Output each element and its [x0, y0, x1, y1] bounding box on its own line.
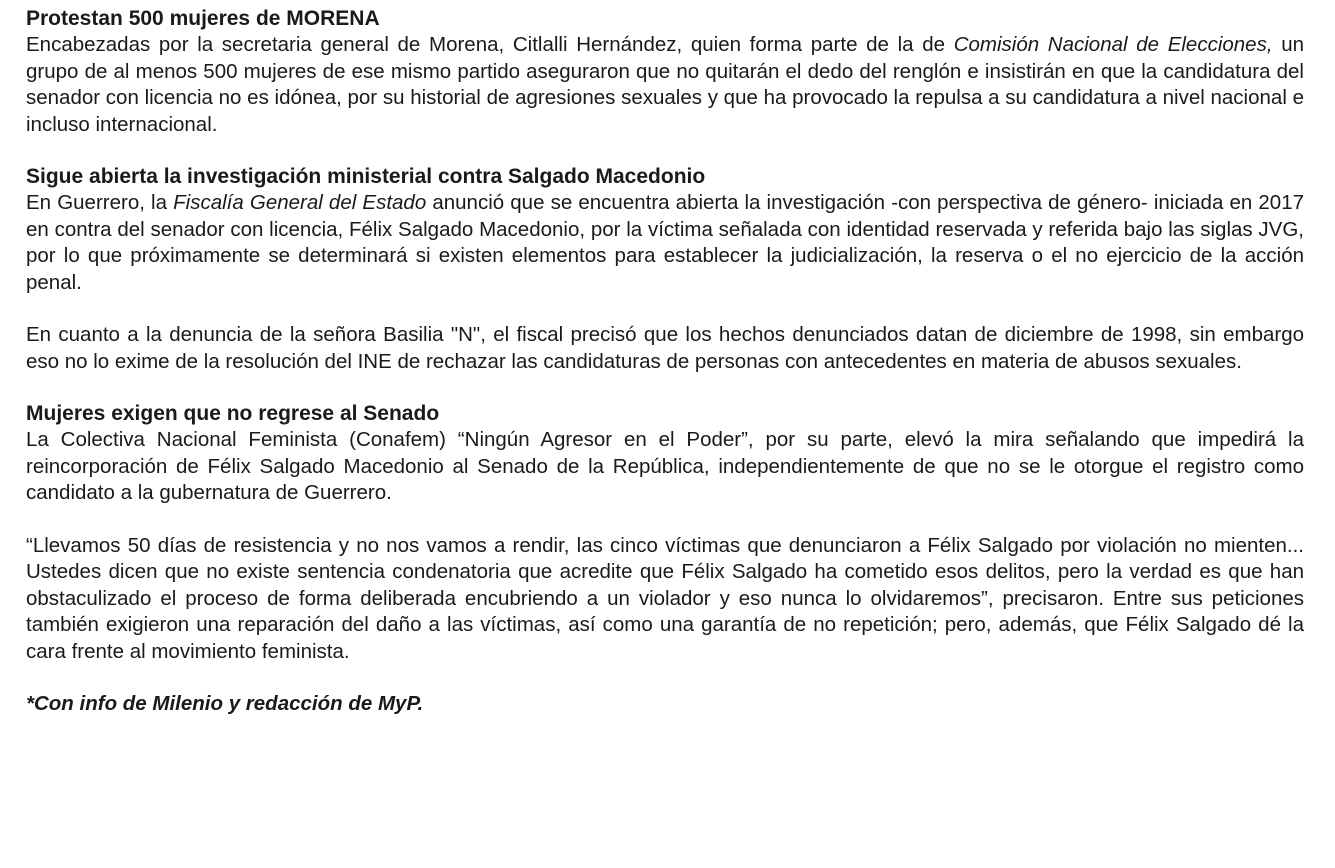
paragraph-text: La Colectiva Nacional Feminista (Conafem) “Ningún Agresor en el Poder”, por su parte, elevó la mira señalando que impedirá la reincorporación de Félix Salgado Macedonio al Senado de la República, independientemente de que no se le otorgue el registro como candidato a la gubernatura de Guerrero.	[26, 428, 1304, 504]
source-credit: *Con info de Milenio y redacción de MyP.	[26, 692, 424, 715]
paragraph-text: “Llevamos 50 días de resistencia y no nos vamos a rendir, las cinco víctimas que denunciaron a Félix Salgado por violación no mienten... Ustedes dicen que no existe sentencia condenatoria que acredite que Félix Salgado ha cometido esos delitos, pero la verdad es que han obstaculizado el proceso de forma deliberada encubriendo a un violador y eso nunca lo olvidaremos”, precisaron. Entre sus peticiones también exigieron una reparación del daño a las víctimas, así como una garantía de no repetición; pero, además, que Félix Salgado dé la cara frente al movimiento feminista.	[26, 533, 1304, 663]
paragraph	[26, 427, 1304, 507]
section-senate	[26, 401, 1304, 665]
paragraph-text: En cuanto a la denuncia de la señora Basilia "N", el fiscal precisó que los hechos denunciados datan de diciembre de 1998, sin embargo eso no lo exime de la resolución del INE de rechazar las candidaturas de personas con antecedentes en materia de abusos sexuales.	[26, 323, 1304, 373]
section-investigation	[26, 164, 1304, 375]
paragraph	[26, 32, 1304, 138]
paragraph-italic-text: Comisión Nacional de Elecciones,	[953, 33, 1273, 56]
paragraph-text: Encabezadas por la secretaria general de Morena, Citlalli Hernández, quien forma parte de la de	[26, 33, 954, 56]
paragraph-italic-text: Fiscalía General del Estado	[173, 191, 427, 214]
paragraph	[26, 533, 1304, 666]
section-heading: Mujeres exigen que no regrese al Senado	[26, 402, 440, 425]
section-heading: Sigue abierta la investigación ministerial contra Salgado Macedonio	[26, 165, 706, 188]
paragraph-text: anunció que se encuentra abierta la investigación -con perspectiva de género- iniciada en 2017 en contra del senador con licencia, Félix Salgado Macedonio, por la víctima señalada con identidad reservada y referida bajo las siglas JVG, por lo que próximamente se determinará si existen elementos para establecer la judicialización, la reserva o el no ejercicio de la acción penal.	[26, 191, 1305, 294]
section-heading: Protestan 500 mujeres de MORENA	[26, 7, 380, 30]
paragraph-text: un grupo de al menos 500 mujeres de ese mismo partido aseguraron que no quitarán el dedo del renglón e insistirán en que la candidatura del senador con licencia no es idónea, por su historial de agresiones sexuales y que ha provocado la repulsa a su candidatura a nivel nacional e incluso internacional.	[26, 33, 1304, 136]
paragraph-text: En Guerrero, la	[26, 191, 174, 214]
paragraph	[26, 190, 1304, 296]
article-body	[26, 0, 1304, 717]
section-morena-protest	[26, 6, 1304, 138]
paragraph	[26, 322, 1304, 375]
